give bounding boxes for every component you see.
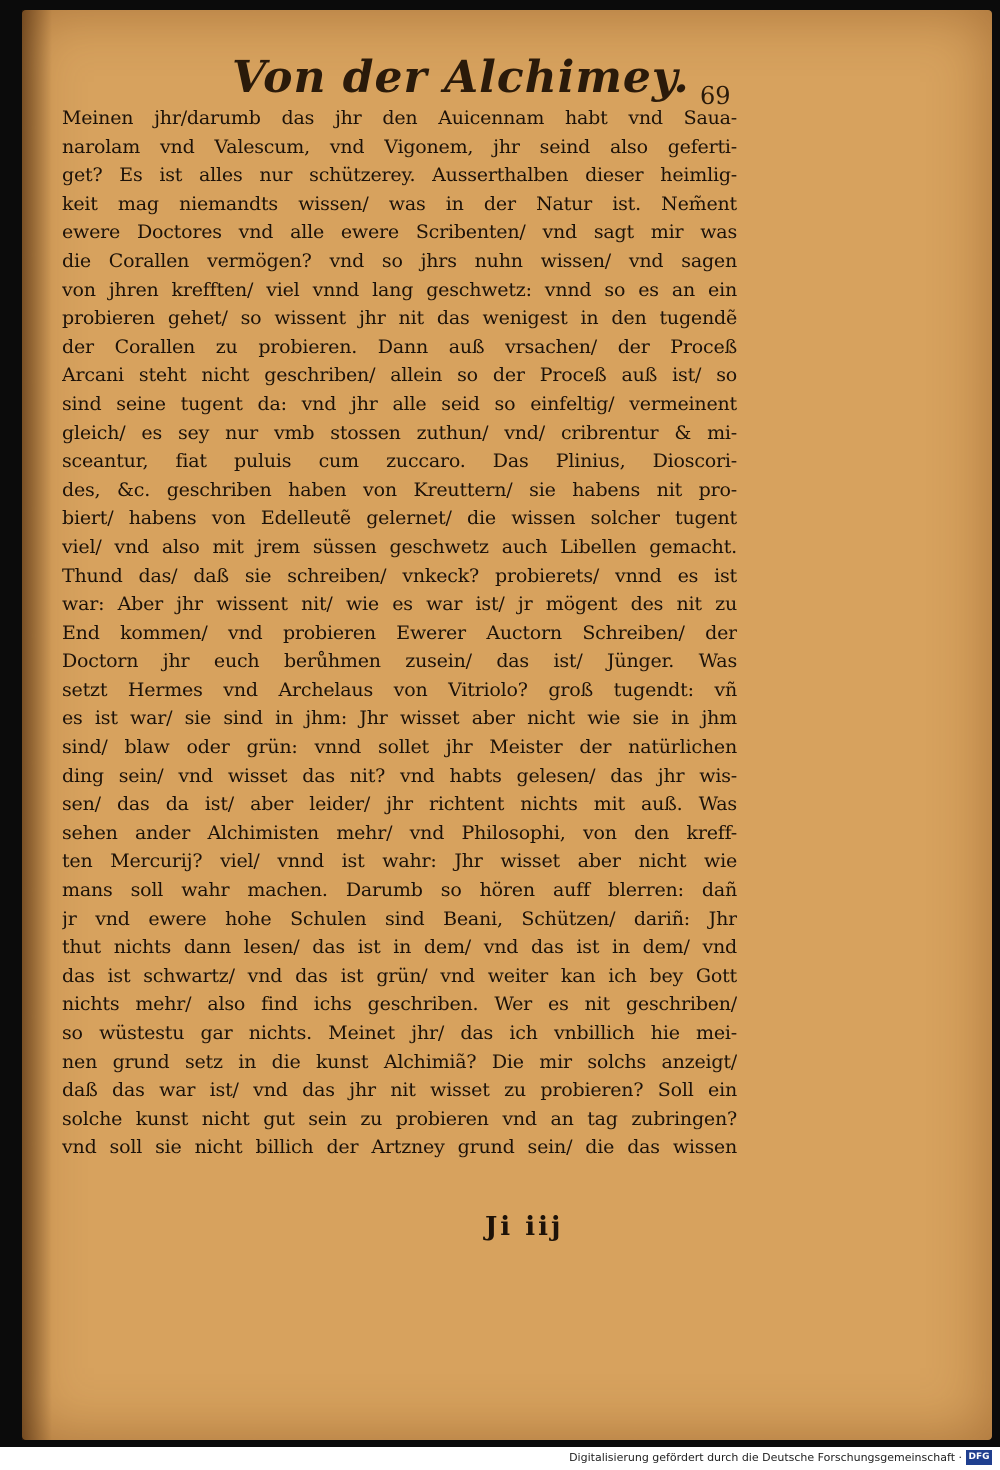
text-line: sen/ das da ist/ aber leider/ jhr richtent nichts mit auß. Was	[62, 793, 737, 816]
text-line: war: Aber jhr wissent nit/ wie es war ist/ jr mögent des nit zu	[62, 593, 737, 616]
text-line: so wüstestu gar nichts. Meinet jhr/ das ich vnbillich hie mei-	[62, 1022, 737, 1044]
body-text	[62, 104, 737, 1162]
text-line: ding sein/ vnd wisset das nit? vnd habts gelesen/ das jhr wis-	[62, 764, 737, 787]
text-line: mans soll wahr machen. Darumb so hören auff blerren: dañ	[62, 879, 737, 902]
text-line: End kommen/ vnd probieren Ewerer Auctorn Schreiben/ der	[62, 621, 737, 644]
text-line: get? Es ist alles nur schützerey. Ausserthalben dieser heimlig-	[62, 164, 737, 187]
text-line: Thund das/ daß sie schreiben/ vnkeck? probierets/ vnnd es ist	[62, 564, 737, 587]
text-line: Meinen jhr/darumb das jhr den Auicennam habt vnd Saua-	[62, 107, 737, 129]
running-head: Von der Alchimey.	[232, 52, 690, 103]
text-line: probieren gehet/ so wissent jhr nit das wenigest in den tugendẽ	[62, 307, 737, 330]
text-line: des, &c. geschriben haben von Kreuttern/ sie habens nit pro-	[62, 478, 737, 501]
text-line: gleich/ es sey nur vmb stossen zuthun/ vnd/ cribrentur & mi-	[62, 421, 737, 444]
text-line: die Corallen vermögen? vnd so jhrs nuhn wissen/ vnd sagen	[62, 249, 737, 272]
text-line: setzt Hermes vnd Archelaus von Vitriolo? groß tugendt: vñ	[62, 678, 737, 701]
text-line: thut nichts dann lesen/ das ist in dem/ vnd das ist in dem/ vnd	[62, 936, 737, 959]
text-line: sehen ander Alchimisten mehr/ vnd Philosophi, von den kreff-	[62, 821, 737, 844]
text-line: das ist schwartz/ vnd das ist grün/ vnd weiter kan ich bey Gott	[62, 964, 737, 987]
text-line: vnd soll sie nicht billich der Artzney grund sein/ die das wissen	[62, 1136, 737, 1159]
text-line: Doctorn jhr euch berůhmen zusein/ das ist/ Jünger. Was	[62, 650, 737, 673]
page-gutter-shadow	[22, 10, 52, 1440]
text-line: sceantur, fiat puluis cum zuccaro. Das Plinius, Dioscori-	[62, 450, 737, 473]
text-line: sind/ blaw oder grün: vnnd sollet jhr Meister der natürlichen	[62, 736, 737, 759]
text-line: es ist war/ sie sind in jhm: Jhr wisset aber nicht wie sie in jhm	[62, 707, 737, 730]
text-line: nichts mehr/ also find ichs geschriben. Wer es nit geschriben/	[62, 993, 737, 1016]
dfg-logo-icon: DFG	[966, 1450, 992, 1465]
text-line: von jhren krefften/ viel vnnd lang geschwetz: vnnd so es an ein	[62, 278, 737, 301]
text-line: biert/ habens von Edelleutẽ gelernet/ die wissen solcher tugent	[62, 507, 737, 530]
text-line: ten Mercurij? viel/ vnnd ist wahr: Jhr wisset aber nicht wie	[62, 850, 737, 873]
text-line: daß das war ist/ vnd das jhr nit wisset zu probieren? Soll ein	[62, 1079, 737, 1102]
text-line: viel/ vnd also mit jrem süssen geschwetz auch Libellen gemacht.	[62, 535, 737, 558]
text-line: solche kunst nicht gut sein zu probieren vnd an tag zubringen?	[62, 1107, 737, 1130]
page-number: 69	[700, 82, 731, 110]
text-line: nen grund setz in die kunst Alchimiã? Die mir solchs anzeigt/	[62, 1050, 737, 1073]
text-line: narolam vnd Valescum, vnd Vigonem, jhr seind also geferti-	[62, 135, 737, 158]
text-line: sind seine tugent da: vnd jhr alle seid so einfeltig/ vermeinent	[62, 392, 737, 415]
text-line: Arcani steht nicht geschriben/ allein so der Proceß auß ist/ so	[62, 364, 737, 387]
funding-credit: Digitalisierung gefördert durch die Deutsche Forschungsgemeinschaft ·	[569, 1451, 962, 1464]
text-line: der Corallen zu probieren. Dann auß vrsachen/ der Proceß	[62, 335, 737, 358]
page-header	[0, 52, 1000, 112]
text-line: keit mag niemandts wissen/ was in der Natur ist. Nem̃ent	[62, 192, 737, 215]
text-line: jr vnd ewere hohe Schulen sind Beani, Schützen/ dariñ: Jhr	[62, 907, 737, 930]
footer-bar	[0, 1447, 1000, 1470]
signature-mark: Ji iij	[485, 1212, 564, 1242]
text-line: ewere Doctores vnd alle ewere Scribenten/ vnd sagt mir was	[62, 221, 737, 244]
